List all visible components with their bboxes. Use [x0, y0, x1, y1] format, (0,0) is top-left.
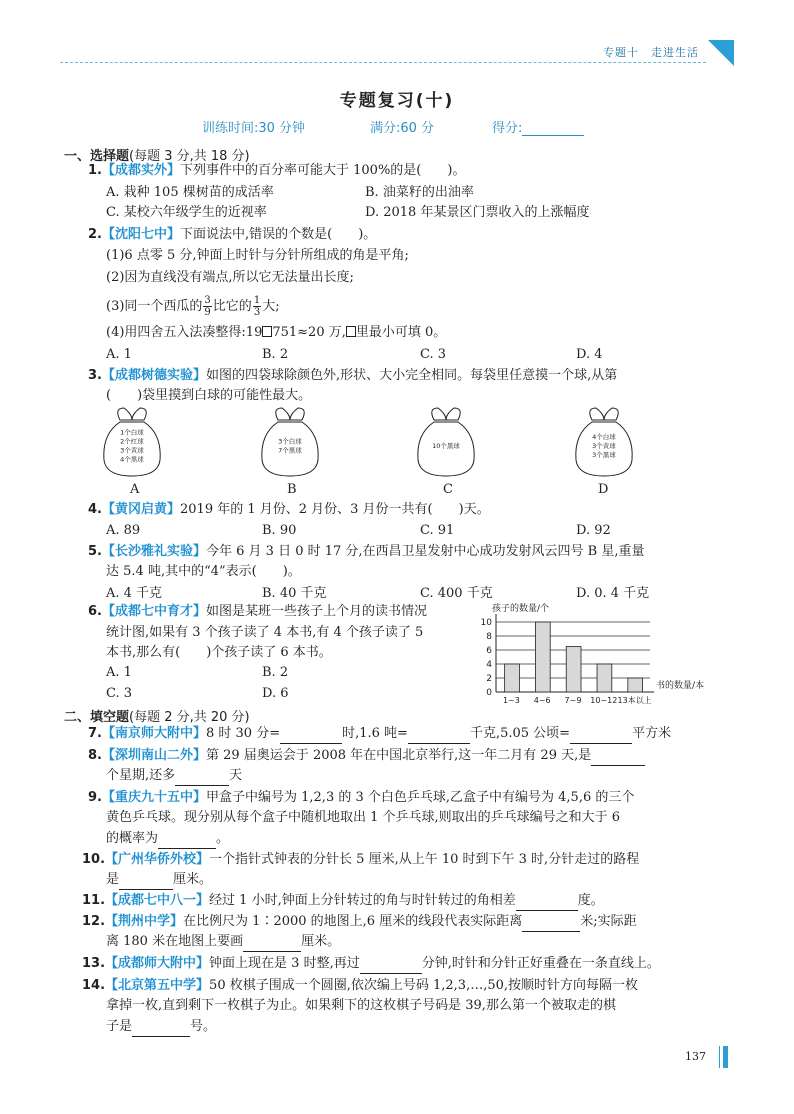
- q14-line-3: [106, 1017, 216, 1037]
- chart-xtick-label: 7~9: [564, 696, 582, 705]
- q12-line-1: [82, 912, 637, 932]
- q12-answer-blank-1[interactable]: [522, 918, 580, 932]
- bag-content-label: 3个黄球: [120, 446, 144, 455]
- chart-xlabel: 书的数量/本: [656, 681, 705, 691]
- fraction-numerator: 1: [253, 295, 261, 306]
- q2-s4-part-c: 里最小可填 0。: [355, 325, 447, 340]
- fraction-3-9: [203, 295, 211, 318]
- ball-bag-b: [262, 408, 318, 476]
- q14-part-3: 子是: [106, 1019, 133, 1034]
- chart-xtick-label: 1~3: [502, 696, 520, 705]
- q14-part-4: 号。: [190, 1019, 217, 1034]
- q5-number: 5.: [88, 544, 102, 559]
- q8-part-1: 第 29 届奥运会于 2008 年在中国北京举行,这一年二月有 29 天,是: [206, 748, 592, 763]
- bag-label-b: B: [287, 482, 297, 497]
- q9-part-3: 的概率为: [106, 831, 159, 846]
- q5-text-line-1: 今年 6 月 3 日 0 时 17 分,在西昌卫星发射中心成功发射风云四号 B 星,重量: [206, 544, 645, 559]
- bag-content-label: 1个白球: [120, 428, 144, 437]
- bag-content-label: 4个白球: [592, 433, 616, 441]
- q4-option-d: D. 92: [576, 523, 611, 538]
- q11-part-2: 度。: [577, 893, 604, 908]
- bag-content-label: 7个黑球: [278, 446, 302, 455]
- q2-stem: [88, 225, 376, 245]
- fraction-numerator: 3: [204, 295, 211, 306]
- chart-bar: [597, 664, 612, 692]
- q13-line: [82, 954, 660, 974]
- q2-s3-part-b: 比它的: [212, 299, 252, 314]
- fraction-1-3: [253, 295, 261, 318]
- q1-source-tag: 【成都实外】: [101, 163, 180, 178]
- q6-stem: [88, 602, 427, 622]
- q3-text-line-2: ( )袋里摸到白球的可能性最大。: [106, 388, 312, 403]
- section-fill-points: (每题 2 分,共 20 分): [129, 710, 250, 725]
- blank-square-icon: [262, 326, 272, 337]
- q11-answer-blank[interactable]: [516, 897, 578, 911]
- score-label: 得分:: [492, 121, 523, 136]
- q14-part-1: 50 枚棋子围成一个圆圈,依次编上号码 1,2,3,…,50,按顺时针方向每隔一枚: [209, 978, 639, 993]
- q4-stem: [88, 500, 490, 520]
- page-number-bar: [723, 1046, 728, 1068]
- bag-knot-icon: [432, 408, 461, 420]
- bag-content-label: 3个白球: [278, 437, 302, 446]
- q6-option-d: D. 6: [262, 686, 289, 701]
- score-blank: [522, 123, 584, 136]
- q12-part-2: 米;实际距: [580, 914, 637, 929]
- section-fill-title: [64, 706, 250, 725]
- chart-ytick-label: 10: [480, 618, 492, 628]
- bag-label-d: D: [598, 482, 609, 497]
- chart-bar: [505, 664, 520, 692]
- q3-source-tag: 【成都树德实验】: [101, 368, 206, 383]
- q9-source-tag: 【重庆九十五中】: [101, 790, 206, 805]
- q5-option-c: C. 400 千克: [420, 586, 493, 601]
- q5-text-line-2: 达 5.4 吨,其中的“4”表示( )。: [106, 564, 301, 579]
- header-divider: [60, 62, 706, 63]
- q9-line-2: 黄色乒乓球。现分别从每个盒子中随机地取出 1 个乒乓球,则取出的乒乓球编号之和大于 6: [106, 810, 621, 825]
- chart-ytick-label: 0: [486, 688, 492, 698]
- q14-line-2: 拿掉一枚,直到剩下一枚棋子为止。如果剩下的这枚棋子号码是 39,那么第一个被取走的棋: [106, 998, 616, 1013]
- q2-s3-part-a: (3)同一个西瓜的: [106, 299, 203, 314]
- chart-xtick-label: 13本以上: [617, 696, 652, 705]
- bag-content-label: 3个黄球: [592, 442, 616, 450]
- reading-bar-chart: [478, 600, 718, 710]
- q11-part-1: 经过 1 小时,钟面上分针转过的角与时针转过的角相差: [209, 893, 516, 908]
- q14-source-tag: 【北京第五中学】: [105, 978, 210, 993]
- q8-answer-blank-1[interactable]: [591, 752, 645, 766]
- q6-text-line-3: 本书,那么有( )个孩子读了 6 本书。: [106, 645, 332, 660]
- q6-option-b: B. 2: [262, 665, 289, 680]
- q2-s3-part-c: 大;: [262, 299, 280, 314]
- q8-part-2: 个星期,还多: [106, 768, 176, 783]
- chart-ylabel: 孩子的数量/个: [492, 604, 550, 614]
- q5-source-tag: 【长沙雅礼实验】: [101, 544, 206, 559]
- q2-s4-part-a: (4)用四舍五入法凑整得:19: [106, 325, 263, 340]
- q1-option-a: A. 栽种 105 棵树苗的成活率: [106, 185, 274, 200]
- q2-option-a: A. 1: [106, 347, 132, 362]
- q9-part-1: 甲盒子中编号为 1,2,3 的 3 个白色乒乓球,乙盒子中有编号为 4,5,6 的三个: [206, 790, 635, 805]
- q6-number: 6.: [88, 604, 102, 619]
- q12-line-2: [106, 932, 340, 952]
- q5-option-d: D. 0. 4 千克: [576, 586, 650, 601]
- q1-option-b: B. 油菜籽的出油率: [365, 185, 474, 200]
- q4-option-a: A. 89: [106, 523, 141, 538]
- section-choice-points: (每题 3 分,共 18 分): [129, 149, 250, 164]
- q2-option-d: D. 4: [576, 347, 603, 362]
- q12-number: 12.: [82, 914, 106, 929]
- bag-content-label: 4个黑球: [120, 455, 144, 464]
- q8-source-tag: 【深圳南山二外】: [101, 748, 206, 763]
- bag-label-a: A: [130, 482, 140, 497]
- q13-source-tag: 【成都师大附中】: [105, 956, 210, 971]
- q2-text: 下面说法中,错误的个数是( )。: [180, 227, 377, 242]
- q11-number: 11.: [82, 893, 106, 908]
- ball-bags-figure: [100, 406, 700, 482]
- q7-part-3: 千克,5.05 公顷=: [469, 726, 571, 741]
- q13-part-2: 分钟,时针和分针正好重叠在一条直线上。: [421, 956, 660, 971]
- q1-stem: [88, 161, 465, 181]
- q4-number: 4.: [88, 502, 102, 517]
- q10-source-tag: 【广州华侨外校】: [105, 852, 210, 867]
- q11-source-tag: 【成都七中八一】: [105, 893, 210, 908]
- q6-option-a: A. 1: [106, 665, 132, 680]
- chart-xtick-label: 10~12: [590, 696, 618, 705]
- chart-ytick-label: 8: [486, 632, 492, 642]
- chart-bar: [535, 622, 550, 692]
- q10-answer-blank[interactable]: [119, 876, 173, 890]
- q8-number: 8.: [88, 748, 102, 763]
- page-number-bar-thin: [719, 1046, 720, 1068]
- q5-option-a: A. 4 千克: [106, 586, 163, 601]
- q4-option-c: C. 91: [420, 523, 455, 538]
- q3-number: 3.: [88, 368, 102, 383]
- q7-source-tag: 【南京师大附中】: [101, 726, 206, 741]
- q8-line-1: [88, 746, 645, 766]
- q7-answer-blank-3[interactable]: [570, 730, 632, 744]
- chart-bar: [566, 647, 581, 693]
- q9-line-3: [106, 829, 229, 849]
- bag-content-label: 10个黑球: [432, 442, 460, 450]
- q12-part-1: 在比例尺为 1∶2000 的地图上,6 厘米的线段代表实际距离: [183, 914, 523, 929]
- full-score: 满分:60 分: [370, 121, 435, 136]
- q8-part-3: 天: [229, 768, 243, 783]
- q4-option-b: B. 90: [262, 523, 297, 538]
- q5-option-b: B. 40 千克: [262, 586, 327, 601]
- q2-option-c: C. 3: [420, 347, 447, 362]
- ball-bag-a: [104, 408, 160, 476]
- q14-line-1: [82, 976, 638, 996]
- q9-line-1: [88, 788, 634, 808]
- bag-content-label: 2个红球: [120, 437, 144, 446]
- q4-text: 2019 年的 1 月份、2 月份、3 月份一共有( )天。: [180, 502, 490, 517]
- section-choice-label: 一、选择题: [64, 149, 130, 164]
- q7-part-1: 8 时 30 分=: [206, 726, 281, 741]
- q6-option-c: C. 3: [106, 686, 133, 701]
- q7-number: 7.: [88, 726, 102, 741]
- q2-statement-3: [106, 295, 280, 318]
- q9-answer-blank[interactable]: [158, 835, 216, 849]
- q10-part-3: 厘米。: [173, 872, 213, 887]
- q14-number: 14.: [82, 978, 106, 993]
- bag-content-label: 3个黑球: [592, 451, 616, 459]
- blank-square-icon: [346, 326, 356, 337]
- page-title: 专题复习(十): [339, 91, 455, 111]
- q3-stem: [88, 366, 617, 386]
- q14-answer-blank[interactable]: [132, 1023, 190, 1037]
- q10-line-2: [106, 870, 212, 890]
- q9-number: 9.: [88, 790, 102, 805]
- section-fill-label: 二、填空题: [64, 710, 130, 725]
- q6-source-tag: 【成都七中育才】: [101, 604, 206, 619]
- q10-part-2: 是: [106, 872, 120, 887]
- q7-answer-blank-2[interactable]: [408, 730, 470, 744]
- running-header: 专题十 走进生活: [603, 46, 699, 59]
- q1-text: 下列事件中的百分率可能大于 100%的是( )。: [180, 163, 466, 178]
- q12-source-tag: 【荆州中学】: [105, 914, 184, 929]
- q2-option-b: B. 2: [262, 347, 289, 362]
- q7-answer-blank-1[interactable]: [280, 730, 342, 744]
- q13-number: 13.: [82, 956, 106, 971]
- ball-bag-c: [418, 408, 474, 476]
- bag-knot-icon: [276, 408, 305, 420]
- q9-part-4: 。: [216, 831, 230, 846]
- q2-statement-2: (2)因为直线没有端点,所以它无法量出长度;: [106, 270, 354, 285]
- q1-number: 1.: [88, 163, 102, 178]
- q13-answer-blank[interactable]: [360, 960, 422, 974]
- training-time: 训练时间:30 分钟: [202, 121, 306, 136]
- fraction-denominator: 3: [253, 307, 261, 318]
- q10-number: 10.: [82, 852, 106, 867]
- chart-ytick-label: 2: [486, 674, 492, 684]
- q2-number: 2.: [88, 227, 102, 242]
- q7-line: [88, 724, 671, 744]
- q1-option-c: C. 某校六年级学生的近视率: [106, 205, 267, 220]
- q8-line-2: [106, 766, 242, 786]
- bag-knot-icon: [590, 408, 619, 420]
- q6-text-line-1: 如图是某班一些孩子上个月的读书情况: [206, 604, 428, 619]
- q4-source-tag: 【黄冈启黄】: [101, 502, 180, 517]
- q7-part-4: 平方米: [632, 726, 672, 741]
- q2-statement-1: (1)6 点零 5 分,钟面上时针与分针所组成的角是平角;: [106, 248, 409, 263]
- q11-line: [82, 891, 604, 911]
- q3-text-line-1: 如图的四袋球除颜色外,形状、大小完全相同。每袋里任意摸一个球,从第: [206, 368, 618, 383]
- chart-ytick-label: 6: [486, 646, 492, 656]
- q10-line-1: [82, 850, 639, 870]
- q13-part-1: 钟面上现在是 3 时整,再过: [209, 956, 360, 971]
- q10-part-1: 一个指针式钟表的分针长 5 厘米,从上午 10 时到下午 3 时,分针走过的路程: [209, 852, 640, 867]
- q1-option-d: D. 2018 年某景区门票收入的上涨幅度: [365, 205, 590, 220]
- chart-bar: [628, 678, 643, 692]
- page-number: 137: [685, 1050, 706, 1063]
- q12-part-3: 离 180 米在地图上要画: [106, 934, 244, 949]
- score-field: [492, 117, 584, 136]
- q7-part-2: 时,1.6 吨=: [342, 726, 408, 741]
- q2-statement-4: [106, 323, 446, 343]
- q12-part-4: 厘米。: [301, 934, 341, 949]
- q2-s4-part-b: 751≈20 万,: [272, 325, 346, 340]
- fraction-denominator: 9: [204, 307, 211, 318]
- chart-ytick-label: 4: [486, 660, 492, 670]
- chart-xtick-label: 4~6: [533, 696, 551, 705]
- q5-stem: [88, 542, 645, 562]
- q2-source-tag: 【沈阳七中】: [101, 227, 180, 242]
- q6-text-line-2: 统计图,如果有 3 个孩子读了 4 本书,有 4 个孩子读了 5: [106, 625, 424, 640]
- ball-bag-d: [576, 408, 632, 476]
- corner-triangle-decoration: [708, 40, 734, 66]
- bag-label-c: C: [443, 482, 453, 497]
- bag-knot-icon: [118, 408, 147, 420]
- q12-answer-blank-2[interactable]: [243, 938, 301, 952]
- q8-answer-blank-2[interactable]: [175, 772, 229, 786]
